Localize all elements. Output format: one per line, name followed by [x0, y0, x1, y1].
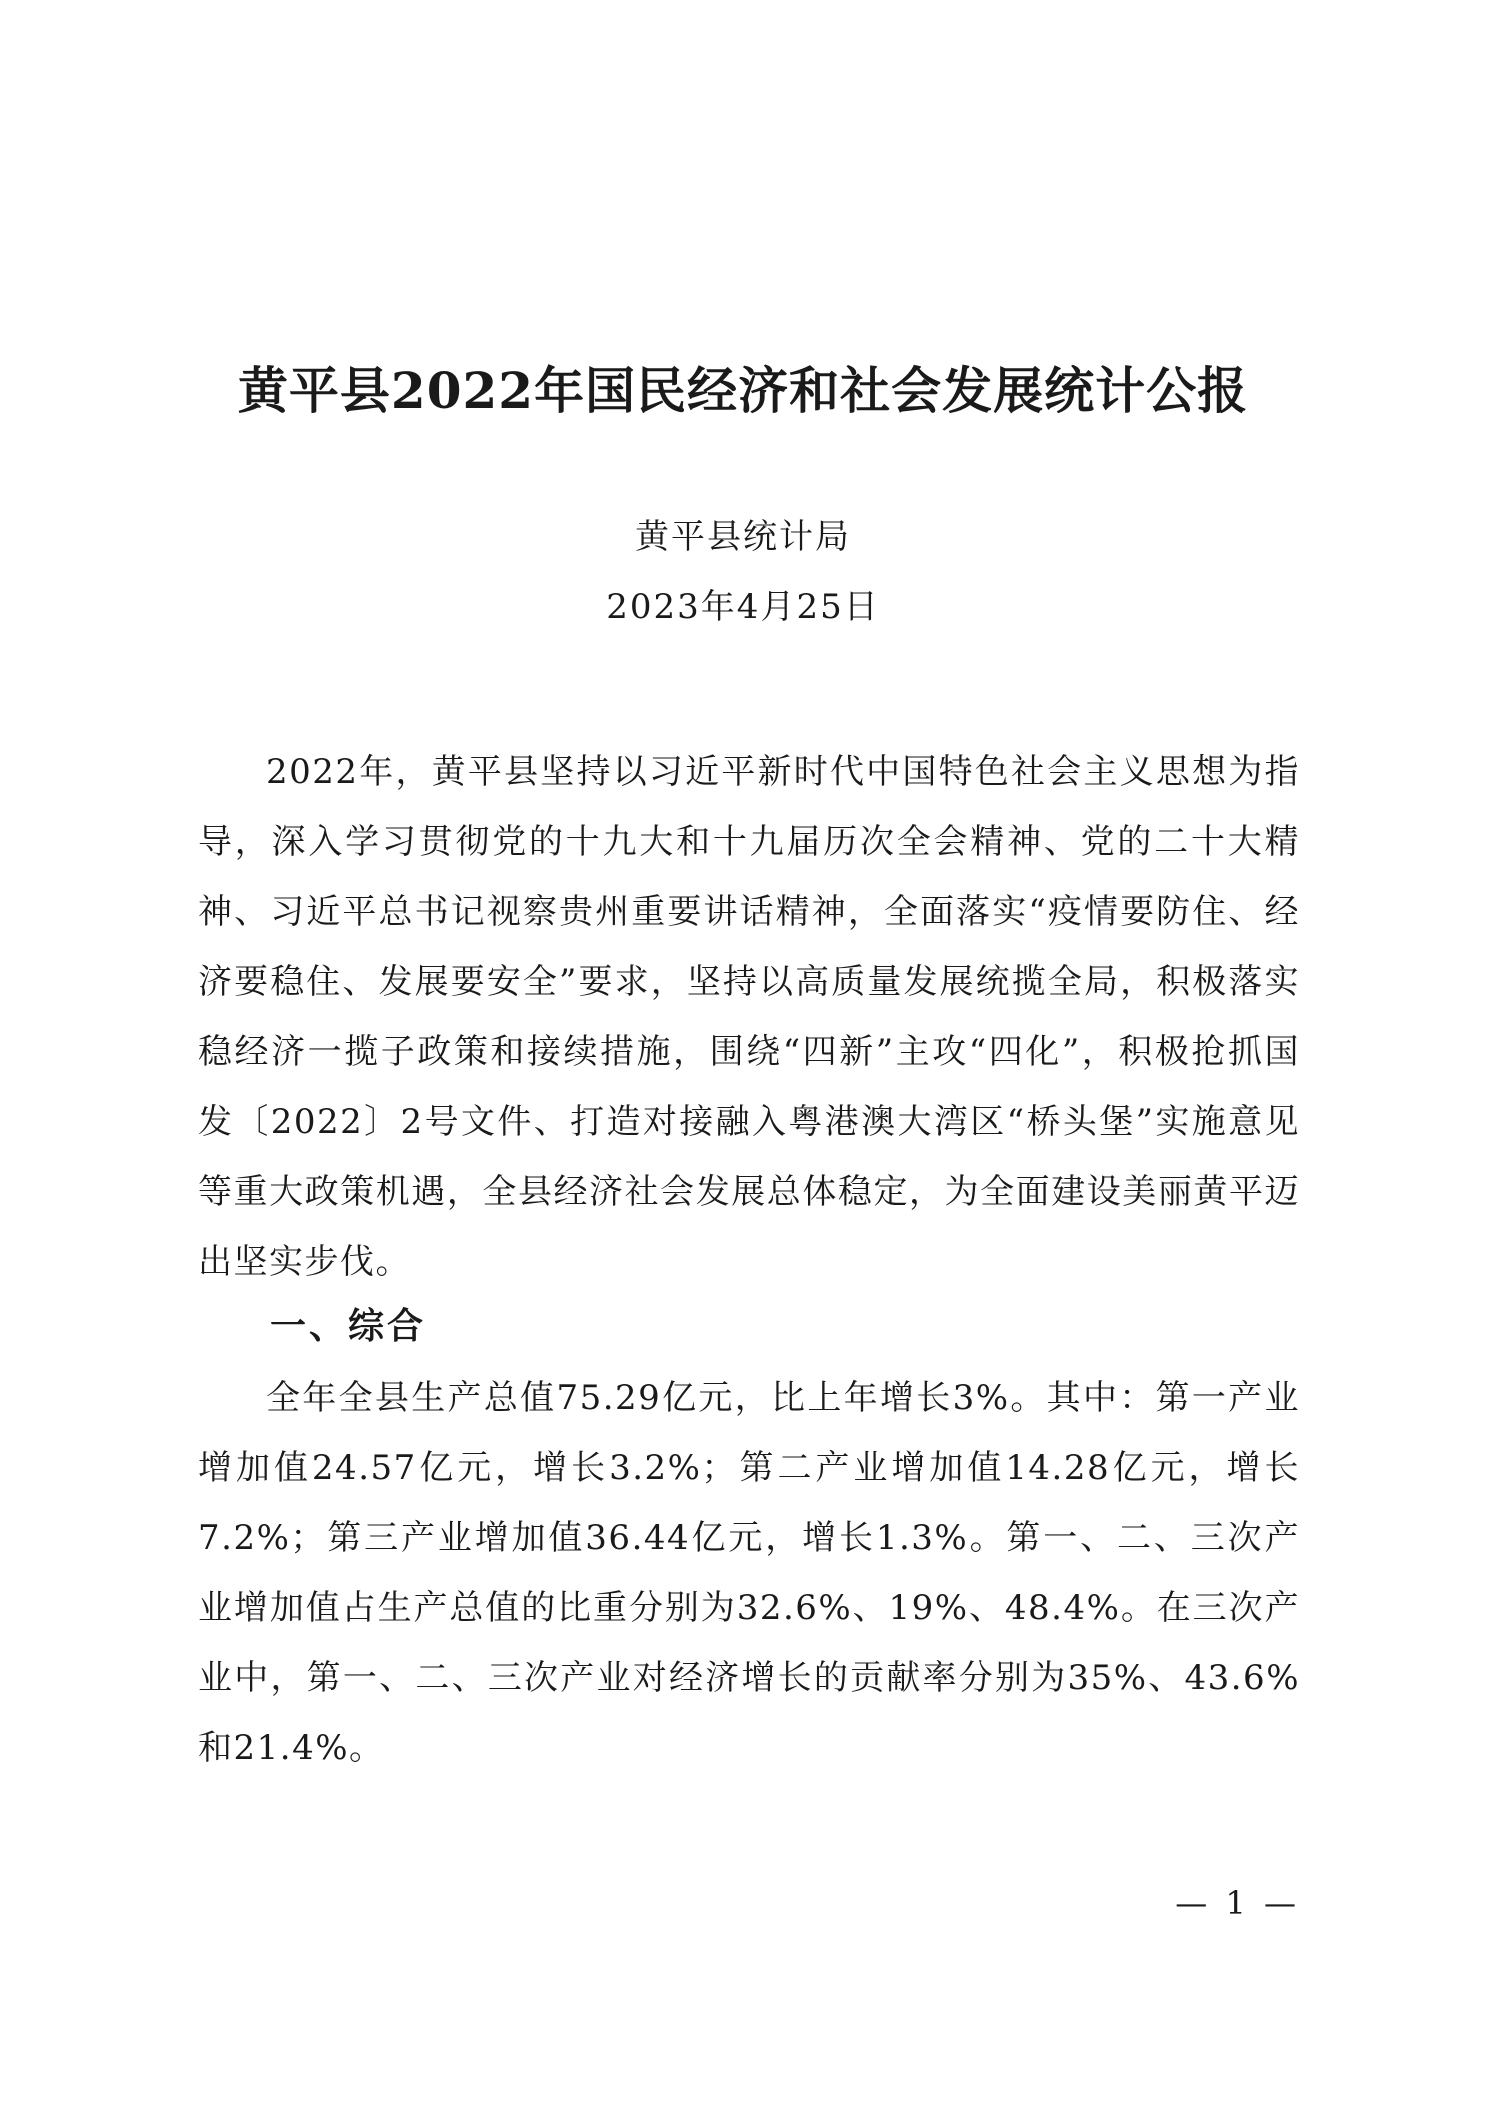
intro-paragraph: 2022年，黄平县坚持以习近平新时代中国特色社会主义思想为指导，深入学习贯彻党的十九大和十九届历次全会精神、党的二十大精神、习近平总书记视察贵州重要讲话精神，全面落实“疫情要防住、经济要稳住、发展要安全”要求，坚持以高质量发展统揽全局，积极落实稳经济一揽子政策和接续措施，围绕“四新”主攻“四化”，积极抢抓国发〔2022〕2号文件、打造对接融入粤港澳大湾区“桥头堡”实施意见等重大政策机遇，全县经济社会发展总体稳定，为全面建设美丽黄平迈出坚实步伐。	[198, 752, 1300, 1282]
document-title: 黄平县2022年国民经济和社会发展统计公报	[237, 361, 1249, 420]
economy-summary-paragraph: 全年全县生产总值75.29亿元，比上年增长3%。其中：第一产业增加值24.57亿元，增长3.2%；第二产业增加值14.28亿元，增长7.2%；第三产业增加值36.44亿元，增长1.3%。第一、二、三次产业增加值占生产总值的比重分别为32.6%、19%、48.4%。在三次产业中，第一、二、三次产业对经济增长的贡献率分别为35%、43.6%和21.4%。	[198, 1378, 1300, 1768]
page-number: — 1 —	[1175, 1884, 1300, 1922]
document-author: 黄平县统计局	[635, 517, 851, 557]
document-date: 2023年4月25日	[606, 587, 880, 627]
section-heading-comprehensive: 一、综合	[270, 1306, 427, 1347]
